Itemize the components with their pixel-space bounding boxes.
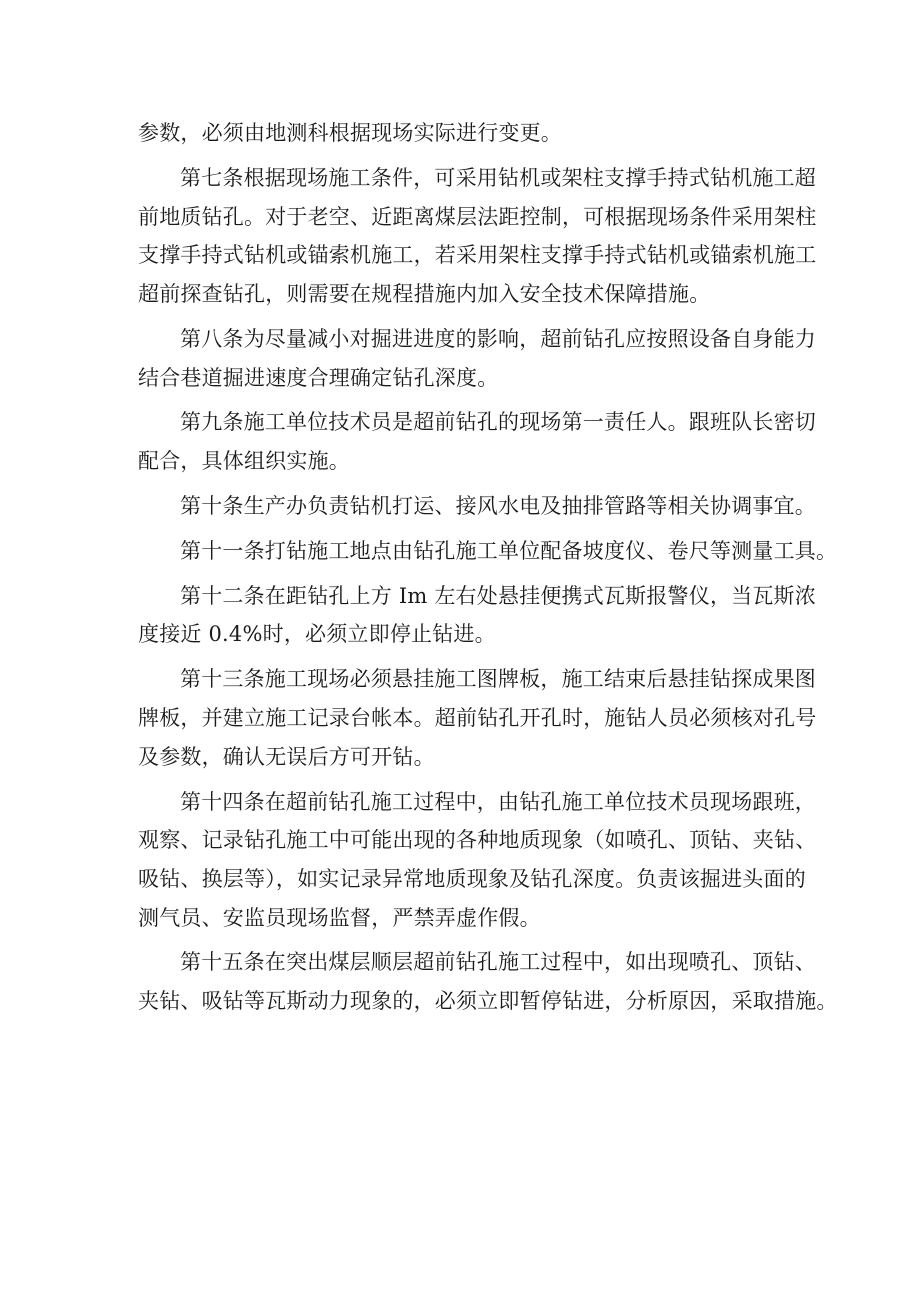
text-line: 第十一条打钻施工地点由钻孔施工单位配备坡度仪、卷尺等测量工具。 xyxy=(180,538,838,563)
text-line: 第八条为尽量减小对掘进进度的影响，超前钻孔应按照设备自身能力 xyxy=(180,326,816,351)
text-line: 支撑手持式钻机或锚索机施工，若采用架柱支撑手持式钻机或锚索机施工 xyxy=(138,243,817,268)
text-line: 第十条生产办负责钻机打运、接风水电及抽排管路等相关协调事宜。 xyxy=(180,493,816,518)
text-line: 及参数，确认无误后方可开钻。 xyxy=(138,744,435,769)
text-line: 观察、记录钻孔施工中可能出现的各种地质现象（如喷孔、顶钻、夹钻、 xyxy=(138,828,817,853)
text-line: 第十四条在超前钻孔施工过程中，由钻孔施工单位技术员现场跟班， xyxy=(180,789,816,814)
document-body xyxy=(138,114,838,1021)
text-line: 第十二条在距钻孔上方 Im 左右处悬挂便携式瓦斯报警仪，当瓦斯浓 xyxy=(180,583,816,608)
text-line: 超前探查钻孔，则需要在规程措施内加入安全技术保障措施。 xyxy=(138,281,711,306)
text-line: 第十五条在突出煤层顺层超前钻孔施工过程中，如出现喷孔、顶钻、 xyxy=(180,950,816,975)
text-line: 第十三条施工现场必须悬挂施工图牌板，施工结束后悬挂钻探成果图 xyxy=(180,667,816,692)
text-line: 配合，具体组织实施。 xyxy=(138,449,350,474)
text-line: 度接近 0.4%时，必须立即停止钻进。 xyxy=(138,622,496,647)
text-line: 前地质钻孔。对于老空、近距离煤层法距控制，可根据现场条件采用架柱 xyxy=(138,204,817,229)
text-line: 第七条根据现场施工条件，可采用钻机或架柱支撑手持式钻机施工超 xyxy=(180,165,816,190)
text-line: 牌板，并建立施工记录台帐本。超前钻孔开孔时，施钻人员必须核对孔号 xyxy=(138,705,817,730)
text-line: 夹钻、吸钻等瓦斯动力现象的，必须立即暂停钻进，分析原因，采取措施。 xyxy=(138,989,838,1014)
text-line: 结合巷道掘进速度合理确定钻孔深度。 xyxy=(138,365,499,390)
text-line: 第九条施工单位技术员是超前钻孔的现场第一责任人。跟班队长密切 xyxy=(180,410,816,435)
text-line: 测气员、安监员现场监督，严禁弄虚作假。 xyxy=(138,905,541,930)
text-line: 吸钻、换层等），如实记录异常地质现象及钻孔深度。负责该掘进头面的 xyxy=(138,866,806,891)
text-line: 参数，必须由地测科根据现场实际进行变更。 xyxy=(138,121,562,145)
